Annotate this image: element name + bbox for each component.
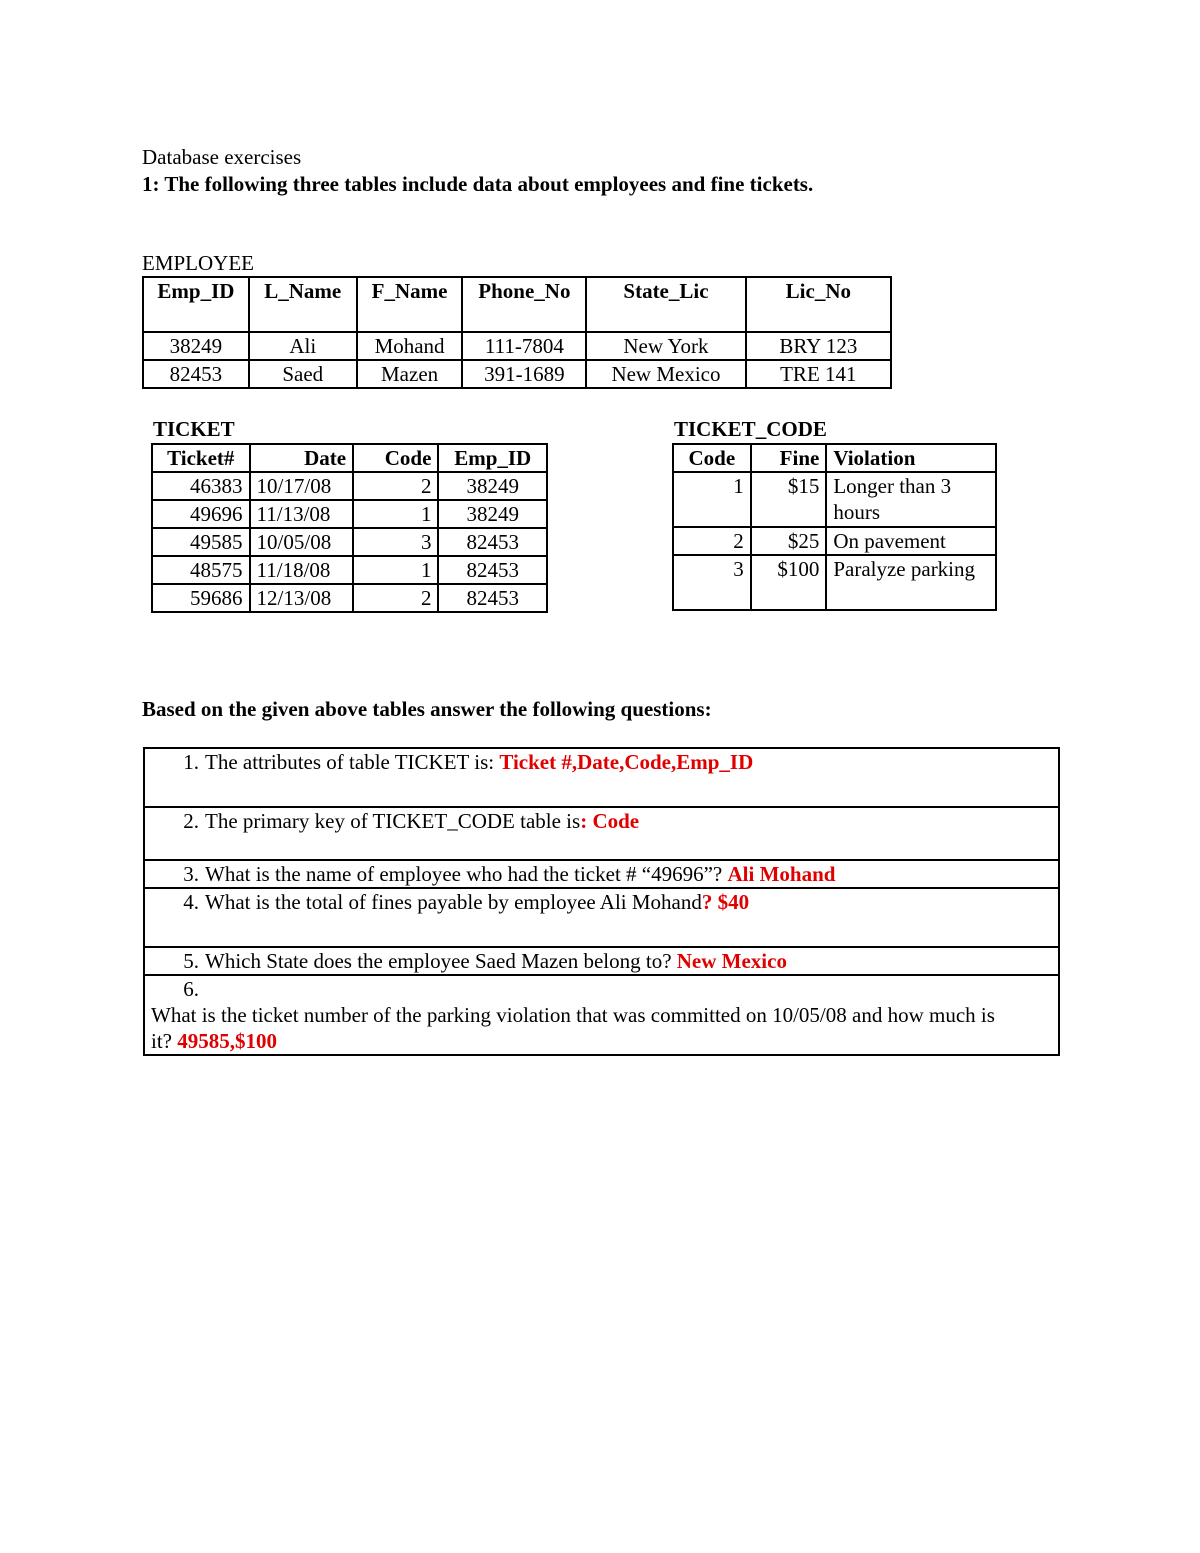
- question-cell: [144, 947, 1059, 975]
- ticket-cell: 1: [353, 556, 438, 584]
- employee-cell: Mohand: [357, 332, 463, 360]
- ticket-code-header-cell: Violation: [826, 444, 996, 472]
- ticket-code-cell: Longer than 3 hours: [826, 472, 996, 527]
- employee-header-cell: Phone_No: [462, 277, 586, 332]
- employee-table-label: EMPLOYEE: [142, 251, 254, 275]
- question-cell: [144, 975, 1059, 1055]
- question-text: The attributes of table TICKET is:: [205, 750, 500, 774]
- employee-header-cell: Lic_No: [746, 277, 891, 332]
- questions-intro: Based on the given above tables answer the following questions:: [142, 697, 712, 721]
- ticket-code-cell: Paralyze parking: [826, 555, 996, 610]
- ticket-code-cell: On pavement: [826, 527, 996, 555]
- ticket-code-row: [673, 472, 996, 527]
- question-row: [144, 975, 1059, 1055]
- ticket-code-table-label: TICKET_CODE: [674, 417, 827, 441]
- question-number: 2.: [183, 809, 199, 833]
- ticket-code-cell: 3: [673, 555, 751, 610]
- ticket-header-cell: Date: [250, 444, 354, 472]
- ticket-code-header-cell: Code: [673, 444, 751, 472]
- questions-table: [143, 747, 1060, 1056]
- question-text: What is the ticket number of the parking violation that was committed on 10/05/08 and how much is it?: [151, 1003, 995, 1053]
- ticket-code-cell: $15: [751, 472, 827, 527]
- employee-header-row: [143, 277, 891, 332]
- employee-cell: New Mexico: [586, 360, 745, 388]
- ticket-table-label: TICKET: [153, 417, 235, 441]
- ticket-row: [152, 584, 547, 612]
- ticket-code-row: [673, 527, 996, 555]
- ticket-table: [151, 443, 548, 613]
- employee-table: [142, 276, 892, 389]
- ticket-row: [152, 556, 547, 584]
- question-row: [144, 947, 1059, 975]
- ticket-code-cell: 1: [673, 472, 751, 527]
- employee-cell: Saed: [249, 360, 357, 388]
- question-cell: [144, 748, 1059, 807]
- question-number: 6.: [183, 977, 199, 1001]
- question-answer: ? $40: [701, 890, 750, 914]
- question-cell: [144, 888, 1059, 947]
- ticket-header-cell: Emp_ID: [438, 444, 547, 472]
- ticket-cell: 38249: [438, 500, 547, 528]
- employee-header-cell: Emp_ID: [143, 277, 249, 332]
- ticket-cell: 11/13/08: [250, 500, 354, 528]
- ticket-header-row: [152, 444, 547, 472]
- question-number: 1.: [183, 750, 199, 774]
- ticket-code-table: [672, 443, 997, 611]
- ticket-code-cell: $25: [751, 527, 827, 555]
- employee-header-cell: State_Lic: [586, 277, 745, 332]
- employee-cell: TRE 141: [746, 360, 891, 388]
- question-number: 5.: [183, 949, 199, 973]
- employee-header-cell: F_Name: [357, 277, 463, 332]
- question-row: [144, 860, 1059, 888]
- question-number: 4.: [183, 890, 199, 914]
- question-number: 3.: [183, 862, 199, 886]
- employee-cell: 391-1689: [462, 360, 586, 388]
- question-text: What is the name of employee who had the ticket # “49696”?: [205, 862, 728, 886]
- question-text: What is the total of fines payable by employee Ali Mohand: [205, 890, 702, 914]
- question-answer: Ali Mohand: [727, 862, 836, 886]
- question-cell: [144, 860, 1059, 888]
- ticket-code-header-cell: Fine: [751, 444, 827, 472]
- employee-cell: Ali: [249, 332, 357, 360]
- ticket-cell: 2: [353, 472, 438, 500]
- ticket-code-header-row: [673, 444, 996, 472]
- ticket-cell: 10/17/08: [250, 472, 354, 500]
- employee-header-cell: L_Name: [249, 277, 357, 332]
- employee-cell: New York: [586, 332, 745, 360]
- ticket-cell: 59686: [152, 584, 250, 612]
- employee-row: [143, 332, 891, 360]
- employee-cell: 38249: [143, 332, 249, 360]
- ticket-header-cell: Ticket#: [152, 444, 250, 472]
- employee-cell: Mazen: [357, 360, 463, 388]
- ticket-cell: 3: [353, 528, 438, 556]
- ticket-cell: 11/18/08: [250, 556, 354, 584]
- employee-cell: BRY 123: [746, 332, 891, 360]
- ticket-cell: 82453: [438, 556, 547, 584]
- ticket-row: [152, 528, 547, 556]
- ticket-code-row: [673, 555, 996, 610]
- ticket-cell: 10/05/08: [250, 528, 354, 556]
- exercise-heading: 1: The following three tables include data about employees and fine tickets.: [142, 172, 814, 196]
- ticket-cell: 2: [353, 584, 438, 612]
- ticket-cell: 48575: [152, 556, 250, 584]
- question-row: [144, 807, 1059, 860]
- employee-row: [143, 360, 891, 388]
- ticket-cell: 1: [353, 500, 438, 528]
- question-answer: : Code: [580, 809, 640, 833]
- question-answer: 49585,$100: [177, 1029, 277, 1053]
- document-title: Database exercises: [142, 145, 302, 169]
- ticket-row: [152, 472, 547, 500]
- ticket-cell: 46383: [152, 472, 250, 500]
- employee-cell: 111-7804: [462, 332, 586, 360]
- ticket-code-cell: $100: [751, 555, 827, 610]
- ticket-cell: 82453: [438, 528, 547, 556]
- question-row: [144, 748, 1059, 807]
- ticket-cell: 12/13/08: [250, 584, 354, 612]
- ticket-cell: 49585: [152, 528, 250, 556]
- question-text: The primary key of TICKET_CODE table is: [205, 809, 581, 833]
- question-answer: New Mexico: [676, 949, 787, 973]
- ticket-code-cell: 2: [673, 527, 751, 555]
- question-row: [144, 888, 1059, 947]
- question-cell: [144, 807, 1059, 860]
- ticket-cell: 82453: [438, 584, 547, 612]
- ticket-cell: 49696: [152, 500, 250, 528]
- ticket-row: [152, 500, 547, 528]
- question-answer: Ticket #,Date,Code,Emp_ID: [499, 750, 754, 774]
- question-text: Which State does the employee Saed Mazen belong to?: [205, 949, 677, 973]
- employee-cell: 82453: [143, 360, 249, 388]
- ticket-header-cell: Code: [353, 444, 438, 472]
- ticket-cell: 38249: [438, 472, 547, 500]
